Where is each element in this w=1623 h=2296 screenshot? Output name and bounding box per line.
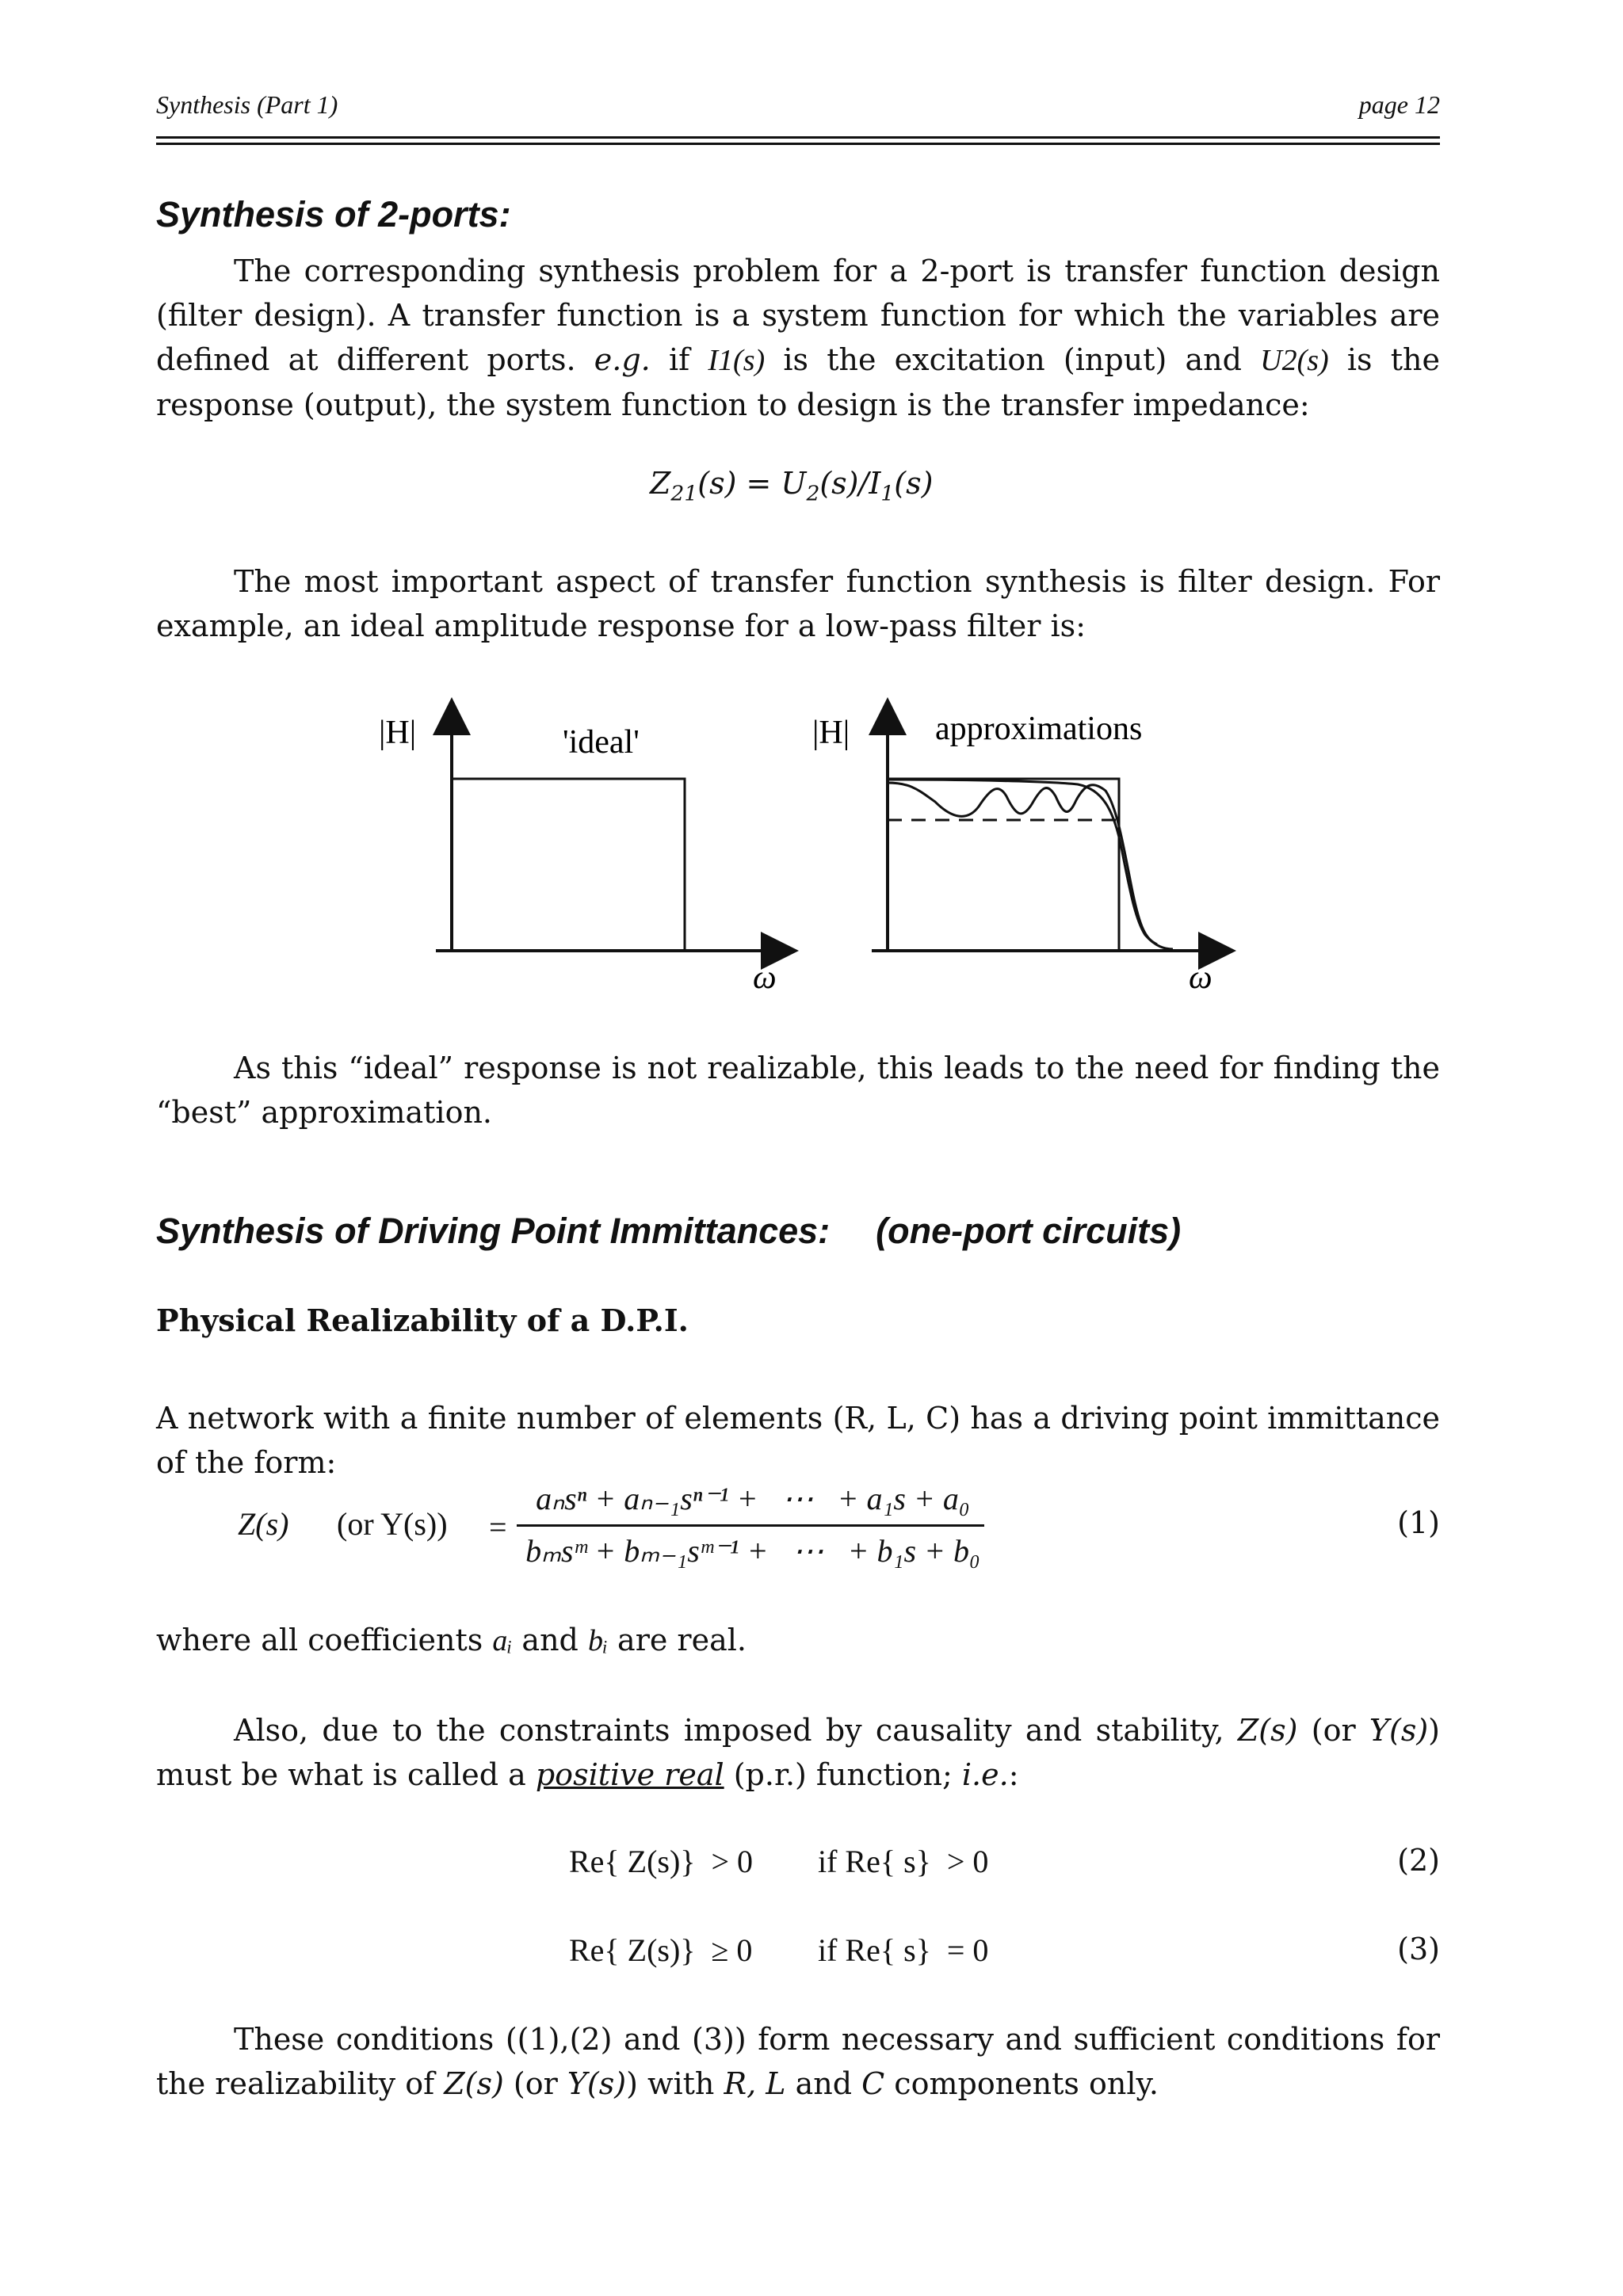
positive-real-term: positive real	[535, 1757, 724, 1792]
approx-title: approximations	[935, 711, 1143, 747]
eq1-fraction-bar	[517, 1524, 984, 1527]
coeff-bi: bᵢ	[587, 1624, 608, 1657]
ideal-response-curve	[452, 779, 685, 951]
eq2-number: (2)	[1397, 1843, 1440, 1878]
eq3-lhs: Re{ Z(s)} ≥ 0	[569, 1932, 753, 1968]
approximation-plot	[812, 704, 1230, 996]
running-header-title: Synthesis (Part 1)	[156, 90, 338, 119]
subheading-physical-realizability: Physical Realizability of a D.P.I.	[156, 1302, 689, 1338]
i1-symbol: I1(s)	[708, 344, 766, 377]
eq-mid2: (s)/I	[819, 466, 881, 501]
paragraph-filter-design: The most important aspect of transfer function synthesis is filter design. For example, an ideal amplitude response for a low-pass filter is:	[156, 564, 1440, 643]
eq2-rhs: if Re{ s} > 0	[818, 1844, 989, 1879]
ideal-x-label: ω	[753, 959, 777, 996]
paragraph-coefficients	[156, 1618, 1440, 1663]
eq2-lhs: Re{ Z(s)} > 0	[569, 1844, 754, 1879]
header-rule-bottom	[156, 143, 1440, 145]
cond-text-d: and	[785, 2066, 862, 2101]
eq-u-sub: 2	[806, 481, 820, 506]
approx-ideal-reference	[888, 779, 1119, 951]
section-heading-driving-point-note: (one-port circuits)	[876, 1211, 1182, 1251]
cond-c: C	[861, 2066, 885, 2101]
eq-end: (s)	[894, 466, 934, 501]
paragraph-intro-text-a: The corresponding synthesis problem for a 2-port is transfer function design (filter design). A transfer function is a system function for which the variables are defined at different ports.	[156, 254, 1440, 377]
coeff-ai: aᵢ	[492, 1624, 513, 1657]
ideal-title: 'ideal'	[563, 724, 640, 761]
eq3-number: (3)	[1397, 1932, 1440, 1966]
paragraph-intro-text-c: is the excitation (input) and	[765, 342, 1261, 377]
page-number: page 12	[1358, 90, 1440, 119]
pr-text-c: ) must be what is called a	[156, 1713, 1440, 1792]
paragraph-intro-text-b: if	[650, 342, 708, 377]
paragraph-network-form: A network with a finite number of elements (R, L, C) has a driving point immittance of the form:	[156, 1401, 1440, 1480]
transfer-impedance-equation	[650, 466, 933, 506]
u2-symbol: U2(s)	[1260, 344, 1329, 377]
eq-mid: (s) = U	[697, 466, 807, 501]
cond-y: Y(s)	[567, 2066, 627, 2101]
eq1-z-of-s: Z(s)	[238, 1506, 289, 1542]
paragraph-positive-real	[156, 1708, 1440, 1797]
paragraph-sufficient-conditions	[156, 2017, 1440, 2106]
ideal-y-label: |H|	[379, 715, 417, 751]
cond-z: Z(s)	[444, 2066, 504, 2101]
pr-y: Y(s)	[1369, 1713, 1429, 1748]
coeff-text-b: and	[512, 1623, 588, 1657]
section-heading-driving-point	[156, 1211, 1181, 1252]
cond-text-e: components only.	[884, 2066, 1159, 2101]
paragraph-ideal-not-realizable: As this “ideal” response is not realizable, this leads to the need for finding the “best” approximation.	[156, 1051, 1440, 1130]
coeff-text-c: are real.	[607, 1623, 747, 1657]
pr-text-b: (or	[1297, 1713, 1369, 1748]
eq-i-sub: 1	[880, 481, 895, 506]
section-heading-driving-point-main: Synthesis of Driving Point Immittances:	[156, 1211, 831, 1251]
eg-italic: e.g.	[594, 342, 651, 377]
cond-text-b: (or	[503, 2066, 567, 2101]
eq1-lhs	[238, 1505, 288, 1543]
ideal-plot	[379, 704, 792, 996]
header-rule-top	[156, 136, 1440, 139]
section-heading-2-ports: Synthesis of 2-ports:	[156, 194, 511, 235]
cond-text-c: ) with	[626, 2066, 724, 2101]
eq-z-sub: 21	[670, 481, 698, 506]
eq1-number: (1)	[1397, 1505, 1440, 1540]
eq3-rhs: if Re{ s} = 0	[818, 1932, 989, 1968]
approx-x-label: ω	[1189, 959, 1212, 996]
eq-z: Z	[650, 466, 671, 501]
chebyshev-curve	[888, 783, 1157, 944]
eq1-denominator: bₘsᵐ + bₘ₋₁sᵐ⁻¹ + ⋯ + b₁s + b₀	[525, 1533, 980, 1569]
eq1-numerator: aₙsⁿ + aₙ₋₁sⁿ⁻¹ + ⋯ + a₁s + a₀	[536, 1481, 970, 1516]
paragraph-intro-text-d: is the response (output), the system function to design is the transfer impedance:	[156, 342, 1441, 422]
eq1-or-y: (or Y(s))	[337, 1506, 448, 1542]
lowpass-response-figure	[365, 689, 1284, 1006]
pr-text-a: Also, due to the constraints imposed by causality and stability,	[234, 1713, 1238, 1748]
cond-rl: R, L	[724, 2066, 786, 2101]
pr-z: Z(s)	[1237, 1713, 1298, 1748]
approx-y-label: |H|	[812, 715, 850, 751]
cond-text-a: These conditions ((1),(2) and (3)) form necessary and sufficient conditions for the realizability of	[156, 2022, 1440, 2101]
ie-italic: i.e.	[961, 1757, 1009, 1792]
coeff-text-a: where all coefficients	[156, 1623, 493, 1657]
pr-text-d: (p.r.) function;	[724, 1757, 962, 1792]
eq1-equals: =	[489, 1509, 507, 1545]
pr-text-e: :	[1008, 1757, 1019, 1792]
paragraph-intro	[156, 249, 1440, 427]
